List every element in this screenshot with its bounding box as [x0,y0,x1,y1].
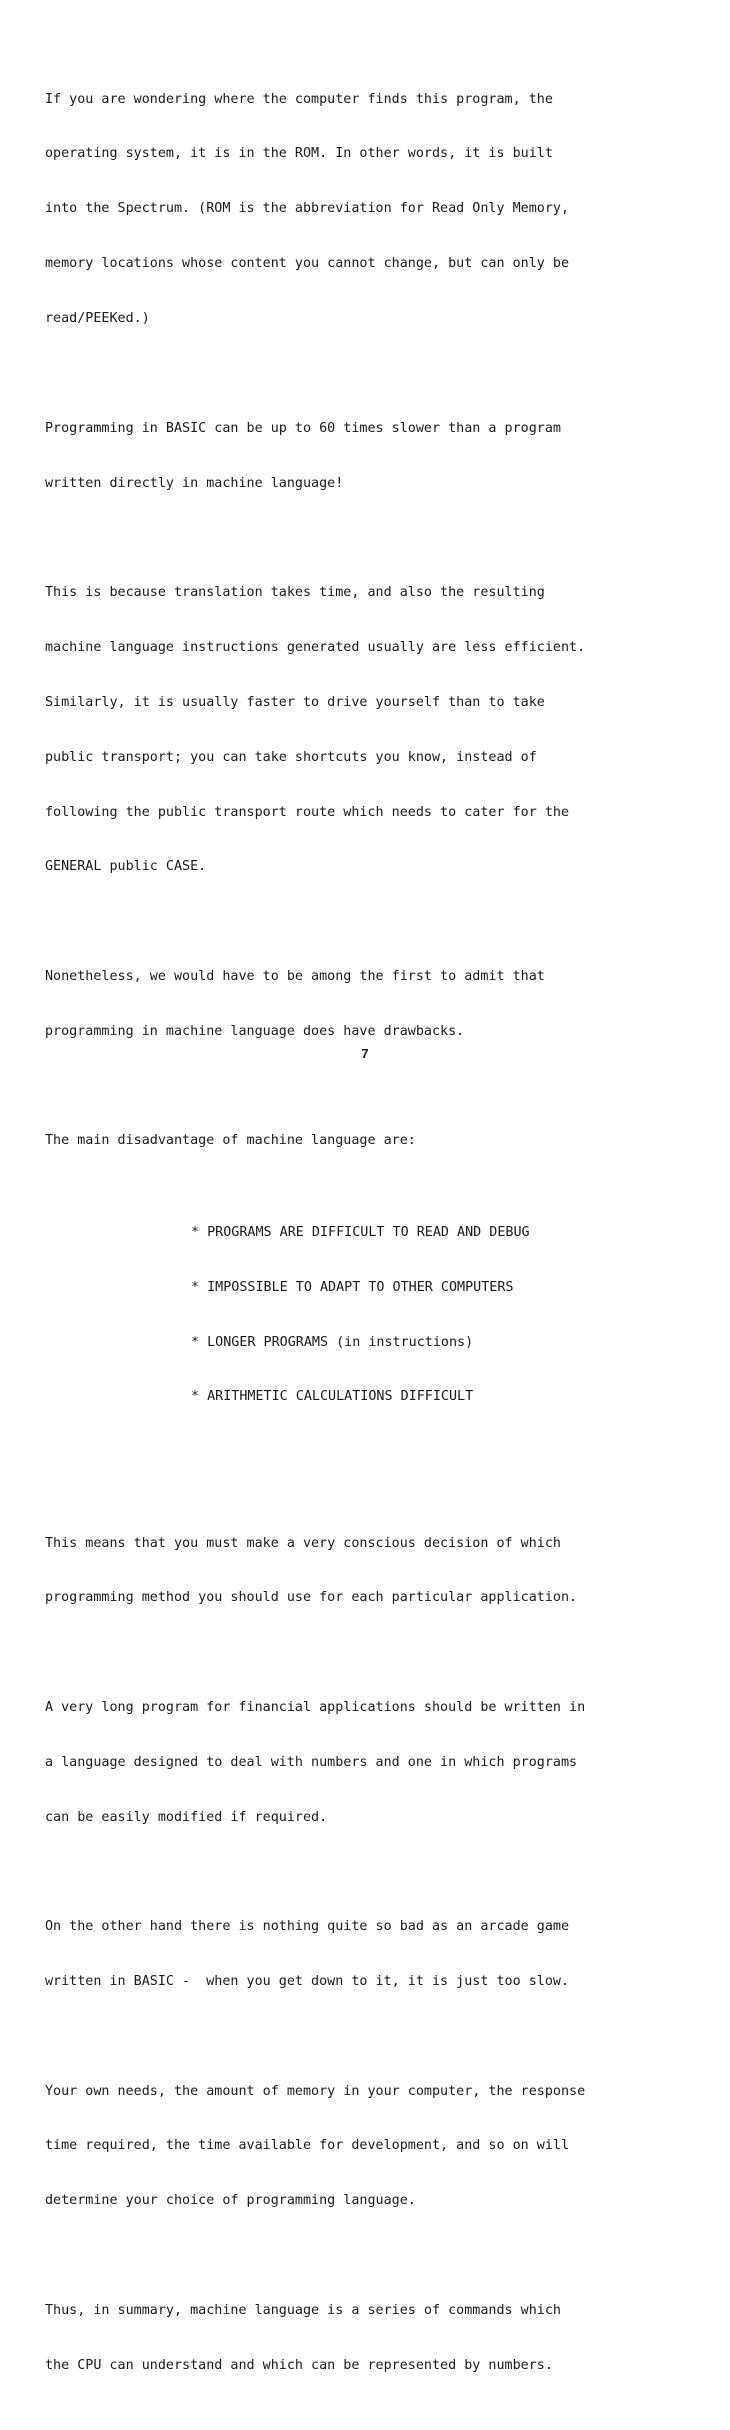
list-item: * LONGER PROGRAMS (in instructions) [191,1334,474,1350]
disadvantages-list [45,1187,685,1443]
text-line: machine language instructions generated usually are less efficient. [45,639,586,655]
paragraph-basic-speed [45,383,685,529]
text-line: the CPU can understand and which can be represented by numbers. [45,2357,553,2373]
paragraph-financial-applications [45,1662,685,1863]
text-line: time required, the time available for development, and so on will [45,2138,570,2154]
text-line: following the public transport route which needs to cater for the [45,804,570,820]
paragraph-arcade-game [45,1882,685,2028]
text-line: A very long program for financial applications should be written in [45,1699,586,1715]
page-number: 7 [361,1046,369,1061]
text-line: read/PEEKed.) [45,311,150,327]
text-line: If you are wondering where the computer finds this program, the [45,91,553,107]
text-line: a language designed to deal with numbers and one in which programs [45,1754,578,1770]
text-line: Your own needs, the amount of memory in your computer, the response [45,2083,586,2099]
list-item: * IMPOSSIBLE TO ADAPT TO OTHER COMPUTERS [191,1279,514,1295]
text-line: Thus, in summary, machine language is a series of commands which [45,2302,561,2318]
text-line: public transport; you can take shortcuts you know, instead of [45,749,537,765]
text-line: Similarly, it is usually faster to drive yourself than to take [45,694,545,710]
text-line: This means that you must make a very conscious decision of which [45,1535,561,1551]
text-line: determine your choice of programming language. [45,2193,416,2209]
text-line: This is because translation takes time, and also the resulting [45,585,545,601]
text-line: into the Spectrum. (ROM is the abbreviation for Read Only Memory, [45,201,570,217]
text-line: memory locations whose content you cannot change, but can only be [45,256,570,272]
paragraph-rom-location [45,54,685,365]
text-line: GENERAL public CASE. [45,859,207,875]
disadvantages-intro: The main disadvantage of machine language are: [45,1133,416,1149]
document-page [45,54,685,2430]
text-line: can be easily modified if required. [45,1809,328,1825]
text-line: programming method you should use for each particular application. [45,1590,578,1606]
text-line: written in BASIC - when you get down to it, it is just too slow. [45,1974,570,1990]
disadvantages-section [45,1096,685,1480]
list-item: * PROGRAMS ARE DIFFICULT TO READ AND DEBUG [191,1224,530,1240]
text-line: operating system, it is in the ROM. In other words, it is built [45,146,553,162]
text-line: Programming in BASIC can be up to 60 times slower than a program [45,420,561,436]
text-line: programming in machine language does have drawbacks. [45,1023,465,1039]
paragraph-translation [45,547,685,913]
paragraph-your-needs [45,2046,685,2247]
text-line: Nonetheless, we would have to be among the first to admit that [45,968,545,984]
list-item: * ARITHMETIC CALCULATIONS DIFFICULT [191,1389,474,1405]
paragraph-summary [45,2265,685,2411]
text-line: written directly in machine language! [45,475,344,491]
paragraph-conscious-decision [45,1498,685,1644]
text-line: On the other hand there is nothing quite so bad as an arcade game [45,1919,570,1935]
